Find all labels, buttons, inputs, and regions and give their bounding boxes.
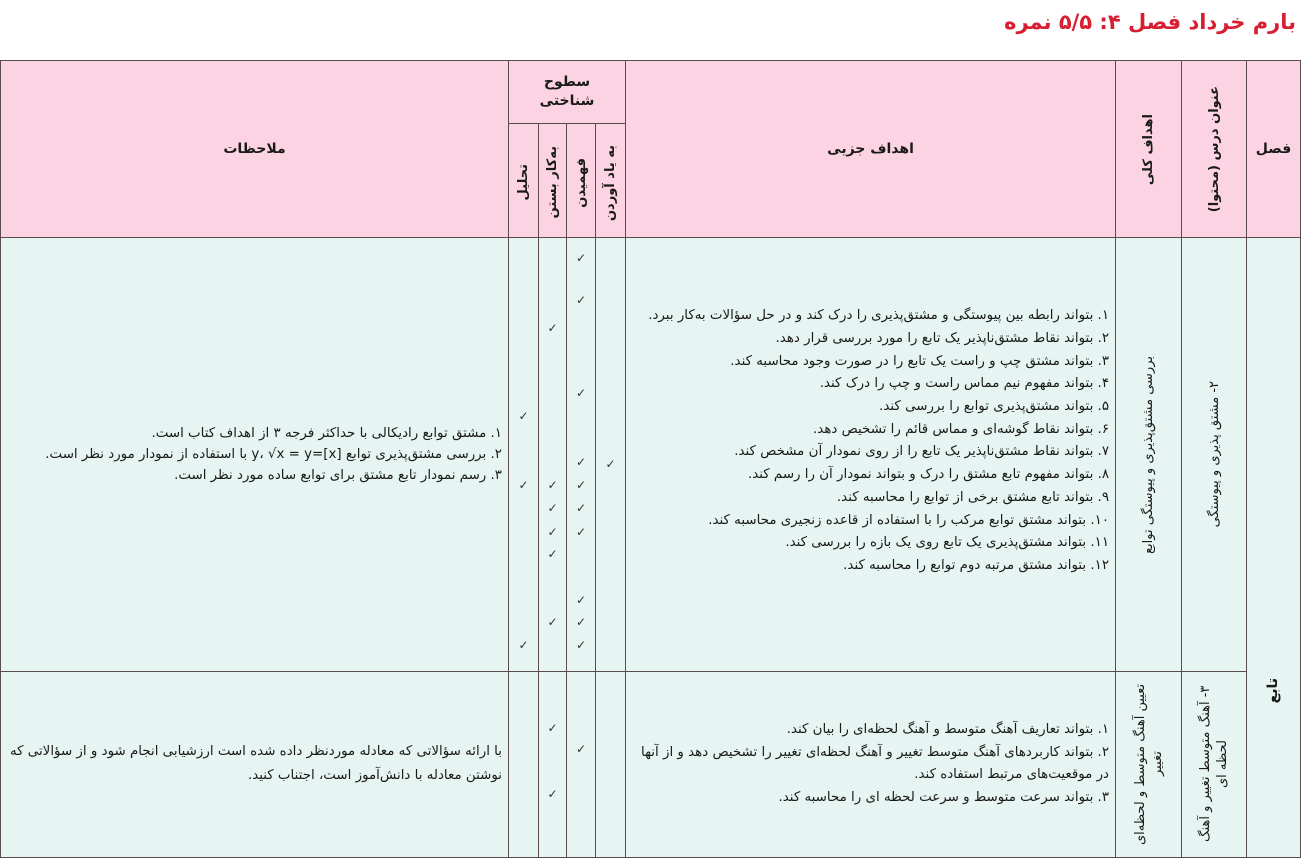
note-item: با ارائه سؤالاتی که معادله موردنظر داده شده است ارزشیابی انجام شود و از سؤالاتی که نوشتن معادله با دانش‌آموز است، اجتناب کنید.	[9, 744, 502, 784]
check-mark: ✓	[547, 786, 558, 801]
header-chapter: فصل	[1247, 61, 1301, 238]
check-mark: ✓	[605, 457, 616, 472]
goal-item: ۵. بتواند مشتق‌پذیری توابع را بررسی کند.	[879, 399, 1110, 415]
header-level-apply: به‌کار بستن	[539, 124, 567, 238]
header-level-remember: به یاد آوردن	[596, 124, 626, 238]
check-mark: ✓	[547, 501, 558, 516]
check-mark: ✓	[547, 525, 558, 540]
goal-item: ۱. بتواند تعاریف آهنگ متوسط و آهنگ لحظه‌ای را بیان کند.	[786, 721, 1110, 737]
check-mark: ✓	[518, 478, 529, 493]
check-mark: ✓	[576, 501, 587, 516]
level-remember-cell-2	[596, 671, 626, 857]
chapter-cell: تابع	[1247, 238, 1301, 858]
goal-item: ۱۰. بتواند مشتق توابع مرکب را با استفاده از قاعده زنجیری محاسبه کند.	[708, 512, 1110, 528]
goal-item: ۱۱. بتواند مشتق‌پذیری یک تابع روی یک بازه را بررسی کند.	[785, 535, 1110, 551]
check-mark: ✓	[518, 638, 529, 653]
goal-item: ۶. بتواند نقاط گوشه‌ای و مماس قائم را تشخیص دهد.	[813, 421, 1110, 437]
check-mark: ✓	[518, 409, 529, 424]
header-lesson: عنوان درس (محتوا)	[1182, 61, 1247, 238]
lesson-cell-1: ۲- مشتق پذیری و پیوستگی	[1182, 238, 1247, 672]
level-understand-cell-2	[567, 671, 596, 857]
goal-item: ۸. بتواند مفهوم تابع مشتق را درک و بتواند نمودار آن را رسم کند.	[747, 467, 1110, 483]
goal-item: ۱. بتواند رابطه بین پیوستگی و مشتق‌پذیری را درک کند و در حل سؤالات به‌کار ببرد.	[648, 308, 1110, 324]
general-goal-cell-1: بررسی مشتق‌پذیری و پیوستگی توابع	[1116, 238, 1182, 672]
goal-item: ۷. بتواند نقاط مشتق‌ناپذیر یک تابع را از روی نمودار آن مشخص کند.	[734, 444, 1110, 460]
goal-item: ۲. بتواند کاربردهای آهنگ متوسط تغییر و آهنگ لحظه‌ای تغییر را تشخیص دهد و از آنها در موقعیت‌های مرتبط استفاده کند.	[641, 744, 1110, 783]
check-mark: ✓	[547, 321, 558, 336]
level-apply-cell-1	[539, 238, 567, 672]
check-mark: ✓	[576, 455, 587, 470]
check-mark: ✓	[576, 293, 587, 308]
blueprint-table-wrap	[0, 60, 1302, 860]
header-level-analyze: تحلیل	[509, 124, 539, 238]
goal-item: ۴. بتواند مفهوم نیم مماس راست و چپ را درک کند.	[819, 376, 1110, 392]
header-specific-goals: اهداف جزیی	[626, 61, 1116, 238]
level-analyze-cell-2	[509, 671, 539, 857]
check-mark: ✓	[576, 741, 587, 756]
notes-cell-1	[1, 238, 509, 672]
notes-cell-2	[1, 671, 509, 857]
level-apply-cell-2	[539, 671, 567, 857]
check-mark: ✓	[547, 478, 558, 493]
check-mark: ✓	[576, 638, 587, 653]
check-mark: ✓	[576, 593, 587, 608]
lesson-cell-2: ۳- آهنگ متوسط تغییر و آهنگ لحظه ای	[1182, 671, 1247, 857]
note-item: ۱. مشتق توابع رادیکالی با حداکثر فرجه ۳ از اهداف کتاب است.	[151, 425, 502, 441]
goals-cell-1	[626, 238, 1116, 672]
header-notes: ملاحظات	[1, 61, 509, 238]
blueprint-table	[0, 60, 1301, 858]
check-mark: ✓	[576, 478, 587, 493]
check-mark: ✓	[547, 547, 558, 562]
level-analyze-cell-1	[509, 238, 539, 672]
page-title: بارم خرداد فصل ۴: ۵/۵ نمره	[1004, 10, 1296, 34]
note-item: ۲. بررسی مشتق‌پذیری توابع [x]=y، √x = y با استفاده از نمودار مورد نظر است.	[45, 446, 502, 462]
check-mark: ✓	[576, 386, 587, 401]
check-mark: ✓	[547, 720, 558, 735]
check-mark: ✓	[576, 615, 587, 630]
goal-item: ۳. بتواند سرعت متوسط و سرعت لحظه ای را محاسبه کند.	[778, 790, 1110, 806]
general-goal-cell-2: تعیین آهنگ متوسط و لحظه‌ای تغییر	[1116, 671, 1182, 857]
note-item: ۳. رسم نمودار تابع مشتق برای توابع ساده مورد نظر است.	[174, 467, 502, 483]
goals-cell-2	[626, 671, 1116, 857]
goal-item: ۱۲. بتواند مشتق مرتبه دوم توابع را محاسبه کند.	[843, 558, 1110, 573]
goal-item: ۹. بتواند تابع مشتق برخی از توابع را محاسبه کند.	[836, 489, 1110, 505]
header-cognitive-levels: سطوح شناختی	[509, 61, 626, 124]
check-mark: ✓	[547, 615, 558, 630]
goal-item: ۳. بتواند مشتق چپ و راست یک تابع را در صورت وجود محاسبه کند.	[730, 353, 1110, 369]
goal-item: ۲. بتواند نقاط مشتق‌ناپذیر یک تابع را مورد بررسی قرار دهد.	[775, 330, 1110, 346]
check-mark: ✓	[576, 251, 587, 266]
check-mark: ✓	[576, 525, 587, 540]
header-general-goals: اهداف کلی	[1116, 61, 1182, 238]
header-level-understand: فهمیدن	[567, 124, 596, 238]
level-remember-cell-1	[596, 238, 626, 672]
level-understand-cell-1	[567, 238, 596, 672]
